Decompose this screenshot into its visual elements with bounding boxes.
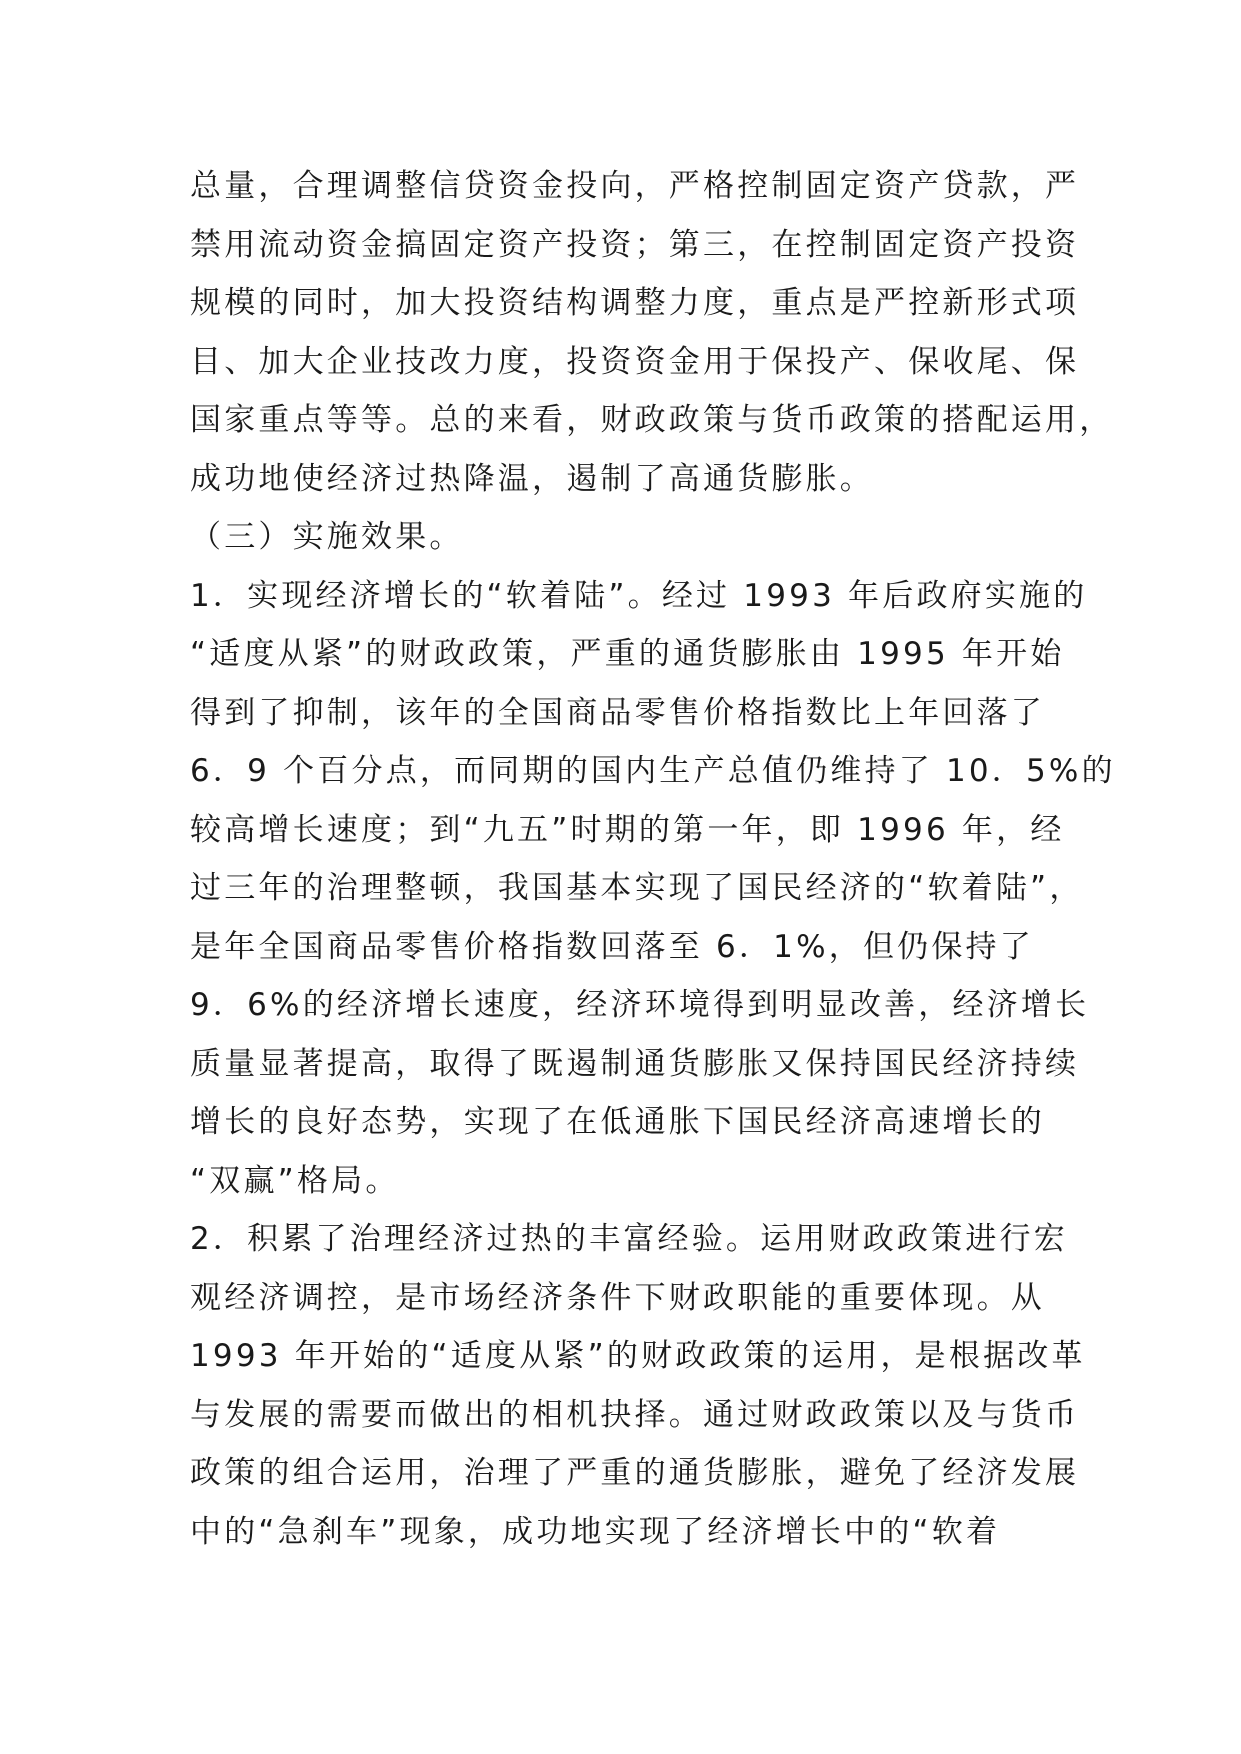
text-line: 得到了抑制，该年的全国商品零售价格指数比上年回落了: [190, 694, 1045, 731]
text-line: 国家重点等等。总的来看，财政政策与货币政策的搭配运用，: [190, 402, 1114, 438]
section-heading: （三）实施效果。: [190, 519, 464, 555]
text-line: 1．实现经济增长的“软着陆”。经过 1993 年后政府实施的: [190, 577, 1088, 614]
text-line: 6．9 个百分点，而同期的国内生产总值仍维持了 10．5%的: [190, 753, 1116, 789]
text-line: 较高增长速度；到“九五”时期的第一年，即 1996 年，经: [190, 811, 1065, 848]
text-line: 与发展的需要而做出的相机抉择。通过财政政策以及与货币: [190, 1396, 1080, 1433]
text-line: “双赢”格局。: [190, 1162, 400, 1199]
text-line: 过三年的治理整顿，我国基本实现了国民经济的“软着陆”，: [190, 870, 1084, 906]
text-line: 总量，合理调整信贷资金投向，严格控制固定资产贷款，严: [190, 168, 1080, 204]
text-line: 成功地使经济过热降温，遏制了高通货膨胀。: [190, 460, 874, 497]
text-line: 9．6%的经济增长速度，经济环境得到明显改善，经济增长: [190, 987, 1090, 1023]
text-line: 2．积累了治理经济过热的丰富经验。运用财政政策进行宏: [190, 1221, 1068, 1257]
text-line: 1993 年开始的“适度从紧”的财政政策的运用，是根据改革: [190, 1338, 1086, 1374]
text-line: 禁用流动资金搞固定资产投资；第三，在控制固定资产投资: [190, 226, 1080, 263]
text-line: 中的“急刹车”现象，成功地实现了经济增长中的“软着: [190, 1513, 1001, 1550]
document-body: [190, 157, 1116, 1561]
text-line: 质量显著提高，取得了既遏制通货膨胀又保持国民经济持续: [190, 1045, 1080, 1082]
text-line: 政策的组合运用，治理了严重的通货膨胀，避免了经济发展: [190, 1455, 1080, 1491]
text-line: 观经济调控，是市场经济条件下财政职能的重要体现。从: [190, 1279, 1045, 1316]
text-line: 目、加大企业技改力度，投资资金用于保投产、保收尾、保: [190, 343, 1080, 380]
text-line: 是年全国商品零售价格指数回落至 6．1%，但仍保持了: [190, 928, 1034, 965]
text-line: “适度从紧”的财政政策，严重的通货膨胀由 1995 年开始: [190, 636, 1065, 672]
text-line: 增长的良好态势，实现了在低通胀下国民经济高速增长的: [190, 1104, 1045, 1140]
text-line: 规模的同时，加大投资结构调整力度，重点是严控新形式项: [190, 285, 1080, 321]
